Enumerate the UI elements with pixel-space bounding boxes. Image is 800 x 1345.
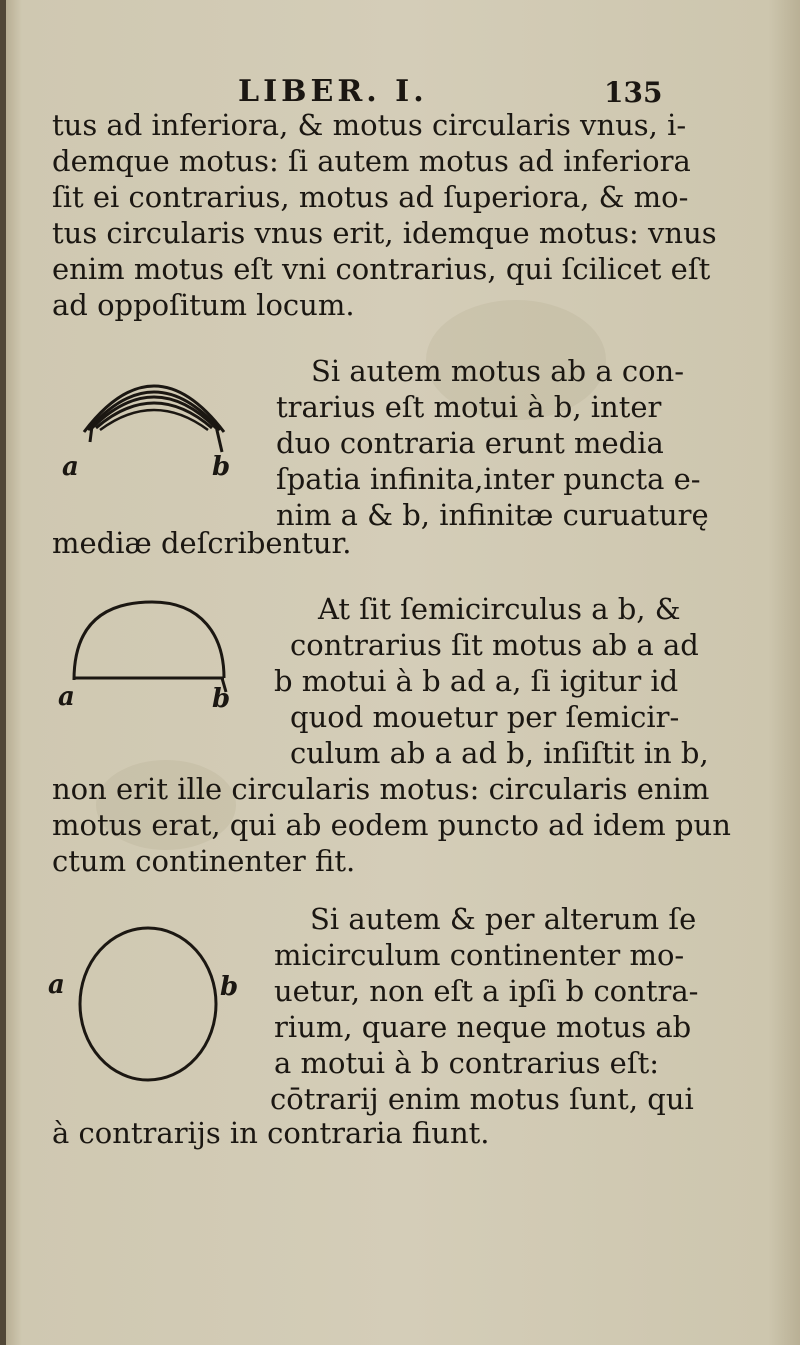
page-header bbox=[6, 70, 800, 110]
nested-arcs-diagram bbox=[62, 360, 244, 482]
text-line: cōtrarij enim motus ſunt, qui bbox=[270, 1082, 694, 1116]
text-line: ctum continenter fit. bbox=[52, 844, 356, 878]
text-line: Si autem & per alterum ſe bbox=[310, 902, 697, 936]
text-line: uetur, non eſt a ipſi b contra- bbox=[274, 974, 699, 1008]
text-line: enim motus eſt vni contrarius, qui ſcilicet eſt bbox=[52, 252, 711, 286]
text-line: trarius eſt motui à b, inter bbox=[276, 390, 662, 424]
text-line: contrarius ſit motus ab a ad bbox=[290, 628, 699, 662]
semicircle-diagram bbox=[58, 596, 242, 714]
text-line: à contrarijs in contraria fiunt. bbox=[52, 1116, 490, 1150]
text-line: ad oppoſitum locum. bbox=[52, 288, 355, 322]
label-b: b bbox=[212, 452, 231, 482]
text-line: tus circularis vnus erit, idemque motus: vnus bbox=[52, 216, 717, 250]
text-line: quod mouetur per ſemicir- bbox=[290, 700, 680, 734]
text-line: mediæ deſcribentur. bbox=[52, 526, 352, 560]
text-line: rium, quare neque motus ab bbox=[274, 1010, 692, 1044]
nested-arcs-drawing bbox=[64, 360, 244, 460]
text-line: duo contraria erunt media bbox=[276, 426, 664, 460]
text-line: b motui à b ad a, ſi igitur id bbox=[274, 664, 679, 698]
circle-diagram bbox=[48, 920, 239, 1086]
text-line: non erit ille circularis motus: circularis enim bbox=[52, 772, 710, 806]
text-line: motus erat, qui ab eodem puncto ad idem pun bbox=[52, 808, 731, 842]
text-line: micirculum continenter mo- bbox=[274, 938, 685, 972]
circle-drawing bbox=[72, 920, 222, 1086]
text-line: nim a & b, infinitæ curuaturę bbox=[276, 498, 709, 532]
semicircle-drawing bbox=[62, 596, 242, 696]
text-line: ſit ei contrarius, motus ad ſuperiora, & mo- bbox=[52, 180, 689, 214]
page-number: 135 bbox=[604, 76, 663, 109]
text-line: demque motus: ſi autem motus ad inferiora bbox=[52, 144, 691, 178]
label-b: b bbox=[212, 684, 231, 714]
running-title: LIBER. I. bbox=[238, 74, 428, 109]
label-a: a bbox=[58, 682, 75, 712]
text-line: Si autem motus ab a con- bbox=[311, 354, 685, 388]
label-b: b bbox=[220, 972, 239, 1002]
text-line: a motui à b contrarius eſt: bbox=[274, 1046, 660, 1080]
text-line: tus ad inferiora, & motus circularis vnus, i- bbox=[52, 108, 687, 142]
label-a: a bbox=[62, 452, 79, 482]
text-line: At ſit ſemicirculus a b, & bbox=[318, 592, 681, 626]
text-line: ſpatia infinita,inter puncta e- bbox=[276, 462, 701, 496]
text-line: culum ab a ad b, inſiſtit in b, bbox=[290, 736, 709, 770]
label-a: a bbox=[48, 970, 65, 1000]
